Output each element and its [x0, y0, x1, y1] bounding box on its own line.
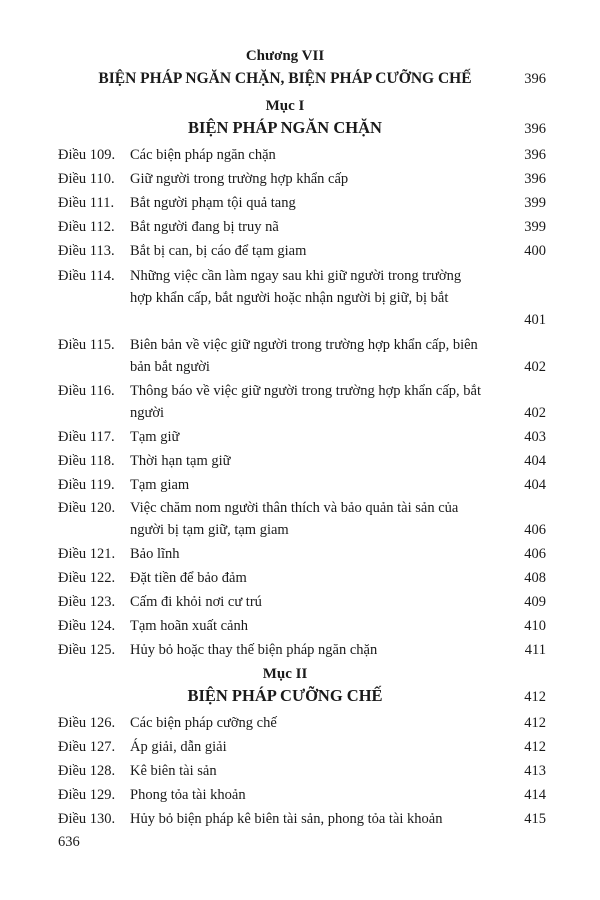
article-number: Điều 126.	[58, 715, 116, 731]
chapter-title: BIỆN PHÁP NGĂN CHẶN, BIỆN PHÁP CƯỠNG CHẾ	[98, 70, 472, 87]
article-title: Giữ người trong trường hợp khẩn cấp	[130, 171, 349, 187]
article-page: 406	[524, 546, 546, 562]
article-page: 399	[524, 219, 546, 235]
article-page: 406	[524, 522, 546, 538]
article-number: Điều 121.	[58, 546, 116, 562]
article-title: Biên bản về việc giữ người trong trường hợp khẩn cấp, biên bản bắt người	[130, 337, 478, 375]
article-title: Đặt tiền để bảo đảm	[130, 570, 247, 586]
article-number: Điều 113.	[58, 243, 115, 259]
page-number: 636	[58, 834, 80, 850]
section-label: Mục I	[265, 98, 305, 114]
article-page: 412	[524, 715, 546, 731]
article-title: Những việc cần làm ngay sau khi giữ người trong trường hợp khẩn cấp, bắt người hoặc nhận người bị giữ, bị bắt	[130, 268, 462, 306]
article-title: Thời hạn tạm giữ	[130, 453, 231, 469]
article-title: Bắt người phạm tội quả tang	[130, 195, 296, 211]
article-number: Điều 120.	[58, 500, 116, 516]
article-number: Điều 127.	[58, 739, 116, 755]
article-number: Điều 116.	[58, 383, 115, 399]
article-page: 400	[524, 243, 546, 259]
article-page: 396	[524, 171, 546, 187]
section-title: BIỆN PHÁP CƯỠNG CHẾ	[187, 686, 383, 705]
article-title: Tạm giữ	[130, 429, 180, 445]
article-page: 403	[524, 429, 546, 445]
article-page: 404	[524, 477, 546, 493]
section-label: Mục II	[262, 666, 308, 682]
article-page: 414	[524, 787, 546, 803]
article-number: Điều 117.	[58, 429, 115, 445]
article-page: 415	[524, 811, 546, 827]
article-title: Các biện pháp cưỡng chế	[130, 715, 277, 731]
article-number: Điều 125.	[58, 642, 116, 658]
article-title: Bắt người đang bị truy nã	[130, 219, 279, 235]
article-number: Điều 115.	[58, 337, 115, 353]
article-page: 409	[524, 594, 546, 610]
article-number: Điều 112.	[58, 219, 115, 235]
article-number: Điều 124.	[58, 618, 116, 634]
article-page: 402	[524, 405, 546, 421]
section-title: BIỆN PHÁP NGĂN CHẶN	[188, 118, 382, 137]
article-number: Điều 123.	[58, 594, 116, 610]
article-number: Điều 118.	[58, 453, 115, 469]
article-page: 404	[524, 453, 546, 469]
article-number: Điều 122.	[58, 570, 116, 586]
article-page: 402	[524, 359, 546, 375]
article-title: Tạm giam	[130, 477, 190, 493]
article-title: Phong tỏa tài khoản	[130, 787, 246, 803]
section-page: 396	[524, 121, 546, 137]
article-number: Điều 128.	[58, 763, 116, 779]
article-title: Thông báo về việc giữ người trong trường hợp khẩn cấp, bắt người	[130, 383, 482, 421]
article-number: Điều 130.	[58, 811, 116, 827]
article-title: Việc chăm nom người thân thích và bảo quản tài sản của người bị tạm giữ, tạm giam	[130, 500, 459, 538]
article-number: Điều 129.	[58, 787, 116, 803]
section-page: 412	[524, 689, 546, 705]
article-title: Cấm đi khỏi nơi cư trú	[130, 594, 262, 610]
chapter-label: Chương VII	[245, 48, 325, 64]
article-title: Bắt bị can, bị cáo để tạm giam	[130, 243, 307, 259]
article-page: 396	[524, 147, 546, 163]
article-number: Điều 110.	[58, 171, 115, 187]
article-number: Điều 109.	[58, 147, 116, 163]
article-title: Tạm hoãn xuất cảnh	[130, 618, 248, 634]
article-page: 399	[524, 195, 546, 211]
article-page: 412	[524, 739, 546, 755]
article-number: Điều 114.	[58, 268, 115, 284]
article-page: 408	[524, 570, 546, 586]
article-page: 413	[524, 763, 546, 779]
article-title: Hủy bỏ biện pháp kê biên tài sản, phong tỏa tài khoản	[130, 811, 443, 827]
article-page: 401	[524, 312, 546, 328]
article-number: Điều 119.	[58, 477, 115, 493]
article-title: Bảo lĩnh	[130, 546, 180, 562]
article-title: Hủy bỏ hoặc thay thế biện pháp ngăn chặn	[130, 642, 378, 658]
chapter-page: 396	[524, 71, 546, 87]
article-title: Các biện pháp ngăn chặn	[130, 147, 276, 163]
article-page: 410	[524, 618, 546, 634]
article-title: Kê biên tài sản	[130, 763, 217, 779]
article-number: Điều 111.	[58, 195, 115, 211]
article-page: 411	[524, 642, 546, 658]
article-title: Áp giải, dẫn giải	[130, 739, 227, 755]
